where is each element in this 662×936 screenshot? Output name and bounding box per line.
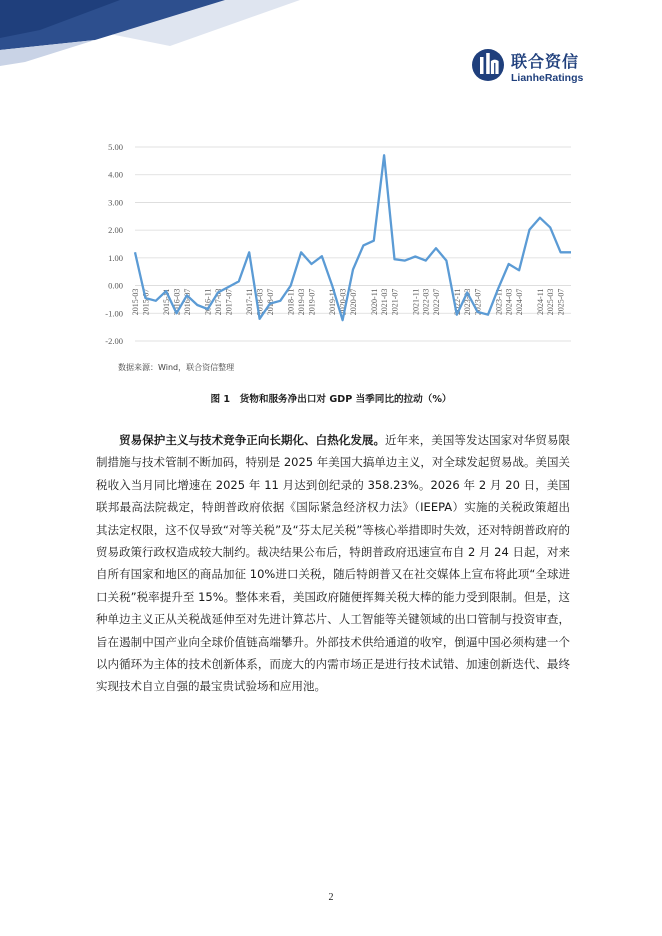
x-tick-label: 2021-11 xyxy=(411,288,421,315)
x-tick-label: 2020-07 xyxy=(349,288,358,316)
y-tick-label: 5.00 xyxy=(108,142,123,152)
y-tick-label: -2.00 xyxy=(105,336,123,346)
x-tick-label: 2024-07 xyxy=(515,288,525,316)
logo-english-name: LianheRatings xyxy=(511,72,584,84)
y-tick-label: -1.00 xyxy=(105,308,123,319)
x-tick-label: 2025-07 xyxy=(556,288,566,316)
body-paragraph xyxy=(96,429,570,698)
y-tick-label: 4.00 xyxy=(108,169,123,180)
x-tick-label: 2023-07 xyxy=(473,288,483,316)
x-tick-label: 2023-03 xyxy=(463,288,473,316)
lianhe-logo-icon xyxy=(471,48,505,82)
x-tick-label: 2024-03 xyxy=(504,288,514,316)
x-tick-label: 2023-11 xyxy=(494,288,504,315)
x-tick-label: 2016-11 xyxy=(203,288,213,315)
x-tick-label: 2016-03 xyxy=(172,288,182,316)
x-tick-label: 2025-03 xyxy=(546,288,556,316)
x-tick-label: 2015-03 xyxy=(131,288,140,316)
page-number: 2 xyxy=(328,892,334,903)
x-tick-label: 2015-11 xyxy=(162,288,172,315)
x-tick-label: 2017-07 xyxy=(224,288,234,316)
x-tick-label: 2019-11 xyxy=(328,288,338,315)
x-tick-label: 2021-07 xyxy=(390,288,400,316)
figure-caption: 图 1 货物和服务净出口对 GDP 当季同比的拉动（%） xyxy=(210,394,452,405)
x-tick-label: 2018-03 xyxy=(255,288,265,316)
y-tick-label: 1.00 xyxy=(108,252,123,263)
x-tick-label: 2022-07 xyxy=(432,288,442,316)
x-tick-label: 2020-11 xyxy=(369,288,379,315)
y-tick-label: 3.00 xyxy=(108,197,123,208)
header-corner-decoration xyxy=(0,0,300,80)
x-tick-label: 2018-11 xyxy=(286,288,296,315)
x-tick-label: 2021-03 xyxy=(380,288,390,316)
y-tick-label: 2.00 xyxy=(108,225,123,236)
x-tick-label: 2016-07 xyxy=(182,288,192,316)
paragraph-text: 近年来，美国等发达国家对华贸易限制措施与技术管制不断加码，特别是 2025 年美国大搞单边主义，对全球发起贸易战。美国关税收入当月同比增速在 2025 年 11 月达到创纪录的 358.23%。2026 年 2 月 20 日，美国联邦最高法院裁定，特朗普政府依据《国际紧急经济权力法》（IEEPA）实施的关税政策超出其法定权限，这不仅导致“对等关税”及“芬太尼关税”等核心举措即时失效，还对特朗普政府的贸易政策行政权造成较大制约。裁决结果公布后，特朗普政府迅速宣布自 2 月 24 日起，对来自所有国家和地区的商品加征 10%进口关税，随后特朗普又在社交媒体上宣布将此项“全球进口关税”税率提升至 15%。整体来看，美国政府随便挥舞关税大棒的能力受到限制。但是，这种单边主义正从关税战延伸至对先进计算芯片、人工智能等关键领域的出口管制与投资审查，旨在遏制中国产业向全球价值链高端攀升。外部技术供给通道的收窄，倒逼中国必须构建一个以内循环为主体的技术创新体系，而庞大的内需市场正是进行技术试错、加速创新迭代、最终实现技术自立自强的最宝贵试验场和应用池。 xyxy=(96,433,571,694)
x-tick-label: 2017-03 xyxy=(214,288,224,316)
x-tick-label: 2019-03 xyxy=(297,288,307,316)
y-tick-label: 0.00 xyxy=(108,280,123,291)
x-tick-label: 2015-07 xyxy=(141,288,151,316)
x-tick-label: 2020-03 xyxy=(338,288,348,316)
x-tick-label: 2017-11 xyxy=(245,288,255,315)
x-tick-label: 2022-11 xyxy=(452,288,462,315)
net-export-line-chart xyxy=(95,138,575,353)
x-tick-label: 2018-07 xyxy=(265,288,275,316)
x-tick-label: 2022-03 xyxy=(421,288,431,316)
logo-chinese-name: 联合资信 xyxy=(511,52,580,71)
x-tick-label: 2019-07 xyxy=(307,288,317,316)
paragraph-lead: 贸易保护主义与技术竞争正向长期化、白热化发展。 xyxy=(119,433,386,447)
data-source-note: 数据来源：Wind，联合资信整理 xyxy=(118,363,235,372)
x-tick-label: 2024-11 xyxy=(535,288,545,315)
